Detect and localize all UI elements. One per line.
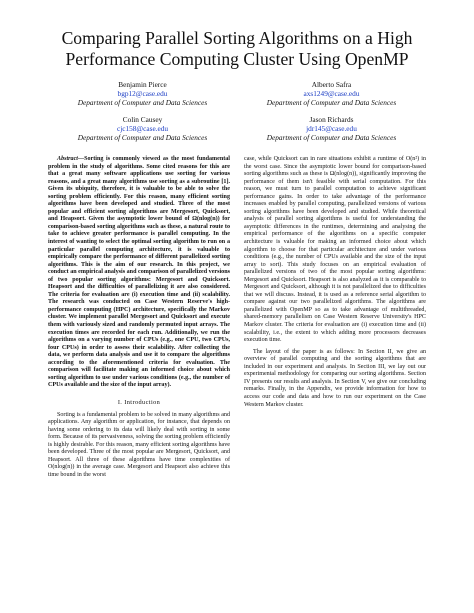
abstract-text: Sorting is commonly viewed as the most fundamental problem in the study of algorithms. Some cited reasons for this are that a great many software applications use sorting for various reasons, and a great many algorithms use sorting as a subroutine [1]. Given its ubiquity, therefore, it is valuable to be able to solve the sorting problem efficiently. For this reason, many efficient sorting algorithms have been developed and studied. Three of the most popular and efficient sorting algorithms are Mergesort, Quicksort, and Heapsort. Given the asymptotic lower bound of Ω(nlog(n)) for comparison-based sorting algorithms such as these, a natural route to take to achieve greater performance is parallel computing. In the interest of wanting to select the optimal sorting algorithm to run on a particular parallel computing architecture, it is valuable to empirically compare the performance of different parallelized sorting algorithms. This is the aim of our research. In this project, we conduct an empirical analysis and comparison of parallelized versions of two popular sorting algorithms: Mergesort and Quicksort. Heapsort and the difficulties of parallelizing it are also considered. The criteria for evaluation are (i) execution time and (ii) scalability. The research was conducted on Case Western Reserve's high-performance computing (HPC) architecture, specifically the Markov cluster. We implement parallel Mergesort and Quicksort and execute them with variously sized and randomly permuted input arrays. The execution times are recorded for each run. Additionally, we run the algorithms on a varying number of CPUs (e.g., one CPU, two CPUs, four CPUs) in order to assess their scalability. After collecting the data, we perform data analysis and use it to compare the algorithms according to the aforementioned criteria for evaluation. The comparison will facilitate making an informed choice about which sorting algorithm to use under various conditions (e.g., the number of CPUs available and the size of the input array). (48, 156, 230, 389)
intro-paragraph-2: case, while Quicksort can in rare situations exhibit a runtime of O(n²) in the worst case. Since the asymptotic lower bound for comparison-based sorting algorithms such as these is Ω(nlog(n)), significantly improving the performance of them isn't feasible with serial computation. For this reason, we must turn to parallel computation to achieve significant performance gains. In order to take advantage of the performance increases enabled by parallel computing, parallelized versions of various sorting algorithms have been developed and studied. While theoretical analysis of parallel sorting algorithms is useful for understanding the asymptotic differences in the runtimes, determining and analysing the empirical performance of the algorithms on a specific computer architecture is valuable for making an informed choice about which algorithm to choose for that particular architecture and under various conditions (e.g., the number of CPUs available and the size of the input array to sort). This study focuses on an empirical evaluation of parallelized versions of two of the most popular sorting algorithms: Mergesort and Quicksort. Heapsort is also analyzed as it is comparable to Mergesort and Quicksort, although it is not parallelized due to difficulties that we will discuss. Instead, it is used as a reference serial algorithm to compare against our two parallelized algorithms. The algorithms are parallelized with OpenMP so as to take advantage of multithreaded, shared-memory parallelism on Case Western Reserve University's HPC Markov cluster. The criteria for evaluation are (i) execution time and (ii) scalability, i.e., the extent to which adding more processors decreases execution time. (244, 156, 426, 344)
paper-title (48, 28, 426, 70)
author-name: Colin Causey (122, 115, 163, 124)
author-3 (48, 115, 237, 142)
intro-paragraph-1: Sorting is a fundamental problem to be solved in many algorithms and applications. Any algorithm or application, for instance, that depends on having some ordering to its data will likely deal with sorting in some form. Because of its pervasiveness, solving the sorting problem efficiently is highly desirable. For this reason, many efficient sorting algorithms have been developed. Three of the most popular are Mergesort, Quicksort, and Heapsort. All three of these algorithms have time complexities of O(nlog(n)) in the average case. Mergesort and Heapsort also achieve this time bound in the worst (48, 411, 230, 478)
two-column-body (48, 156, 426, 479)
abstract (48, 156, 230, 390)
author-name: Alberto Safra (311, 80, 352, 89)
intro-paragraph-3: The layout of the paper is as follows: In Section II, we give an overview of parallel computing and the sorting algorithms that are included in our experiment and analysis. In Section III, we lay out our experimental methodology for comparing our sorting algorithms. Section IV presents our results and analysis. In Section V, we give our concluding remarks. Finally, in the Appendix, we provide information for how to access our code and data and how to run our experiment on the Case Western Markov cluster. (244, 348, 426, 408)
author-email[interactable]: cjc158@case.edu (116, 124, 169, 133)
abstract-heading: Abstract (57, 156, 78, 162)
author-1 (48, 80, 237, 107)
author-affiliation: Department of Computer and Data Sciences (77, 98, 208, 107)
author-affiliation: Department of Computer and Data Sciences (266, 133, 397, 142)
author-4 (237, 115, 426, 142)
author-block (48, 80, 426, 142)
author-email[interactable]: axs1249@case.edu (303, 89, 360, 98)
author-email[interactable]: bgp12@case.edu (117, 89, 168, 98)
right-column (244, 156, 426, 479)
author-affiliation: Department of Computer and Data Sciences (266, 98, 397, 107)
author-name: Jason Richards (309, 115, 354, 124)
title-line-1: Comparing Parallel Sorting Algorithms on a High (61, 28, 413, 48)
author-email[interactable]: jdr145@case.edu (306, 124, 357, 133)
title-line-2: Performance Computing Cluster Using OpenMP (65, 49, 409, 69)
section-heading-introduction: I. Introduction (117, 398, 161, 406)
author-affiliation: Department of Computer and Data Sciences (77, 133, 208, 142)
author-name: Benjamin Pierce (118, 80, 167, 89)
author-2 (237, 80, 426, 107)
abstract-separator: — (78, 156, 85, 162)
left-column (48, 156, 230, 479)
